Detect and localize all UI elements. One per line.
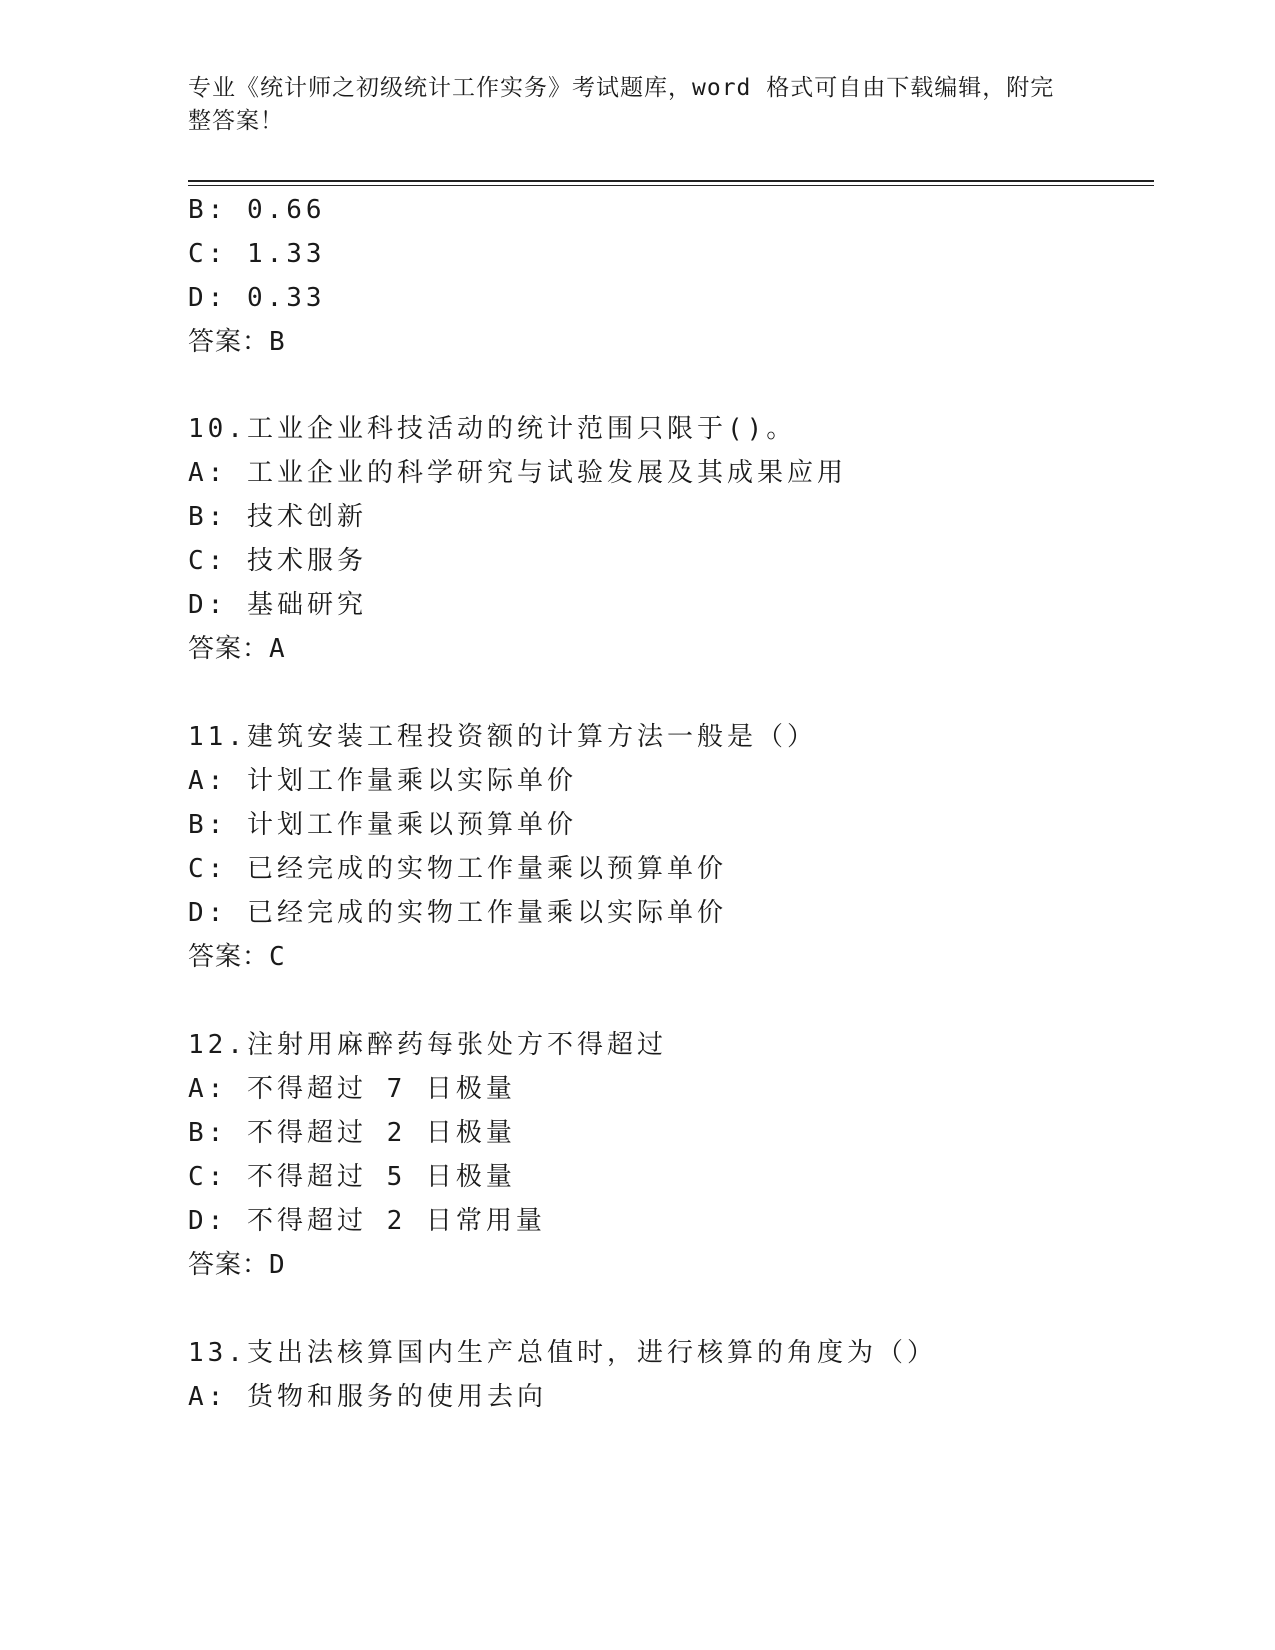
q12-answer: 答案：D xyxy=(188,1250,286,1280)
q10-option-c: C: 技术服务 xyxy=(188,546,367,576)
q12-stem: 12.注射用麻醉药每张处方不得超过 xyxy=(188,1030,667,1060)
q12-option-d: D: 不得超过 2 日常用量 xyxy=(188,1206,546,1236)
q10-option-d: D: 基础研究 xyxy=(188,590,367,620)
q11-answer: 答案：C xyxy=(188,942,286,972)
q13-stem: 13.支出法核算国内生产总值时，进行核算的角度为（） xyxy=(188,1338,937,1368)
q12-option-b: B: 不得超过 2 日极量 xyxy=(188,1118,516,1148)
q10-answer: 答案：A xyxy=(188,634,286,664)
q11-option-a: A: 计划工作量乘以实际单价 xyxy=(188,766,577,796)
q13-option-a: A: 货物和服务的使用去向 xyxy=(188,1382,547,1412)
q11-stem: 11.建筑安装工程投资额的计算方法一般是（） xyxy=(188,722,817,752)
q10-option-b: B: 技术创新 xyxy=(188,502,367,532)
q12-option-c: C: 不得超过 5 日极量 xyxy=(188,1162,516,1192)
q11-option-c: C: 已经完成的实物工作量乘以预算单价 xyxy=(188,854,727,884)
q9-option-d: D: 0.33 xyxy=(188,283,326,313)
q11-option-d: D: 已经完成的实物工作量乘以实际单价 xyxy=(188,898,727,928)
header-divider-thin xyxy=(188,185,1154,186)
q10-option-a: A: 工业企业的科学研究与试验发展及其成果应用 xyxy=(188,458,847,488)
document-header xyxy=(188,72,1088,138)
header-line-2: 整答案！ xyxy=(188,108,284,134)
q10-stem: 10.工业企业科技活动的统计范围只限于()。 xyxy=(188,414,797,444)
header-divider-thick xyxy=(188,180,1154,182)
q9-answer: 答案：B xyxy=(188,327,286,357)
q11-option-b: B: 计划工作量乘以预算单价 xyxy=(188,810,577,840)
q9-option-b: B: 0.66 xyxy=(188,195,326,225)
q12-option-a: A: 不得超过 7 日极量 xyxy=(188,1074,516,1104)
header-line-1: 专业《统计师之初级统计工作实务》考试题库，word 格式可自由下载编辑，附完 xyxy=(188,75,1055,101)
q9-option-c: C: 1.33 xyxy=(188,239,326,269)
